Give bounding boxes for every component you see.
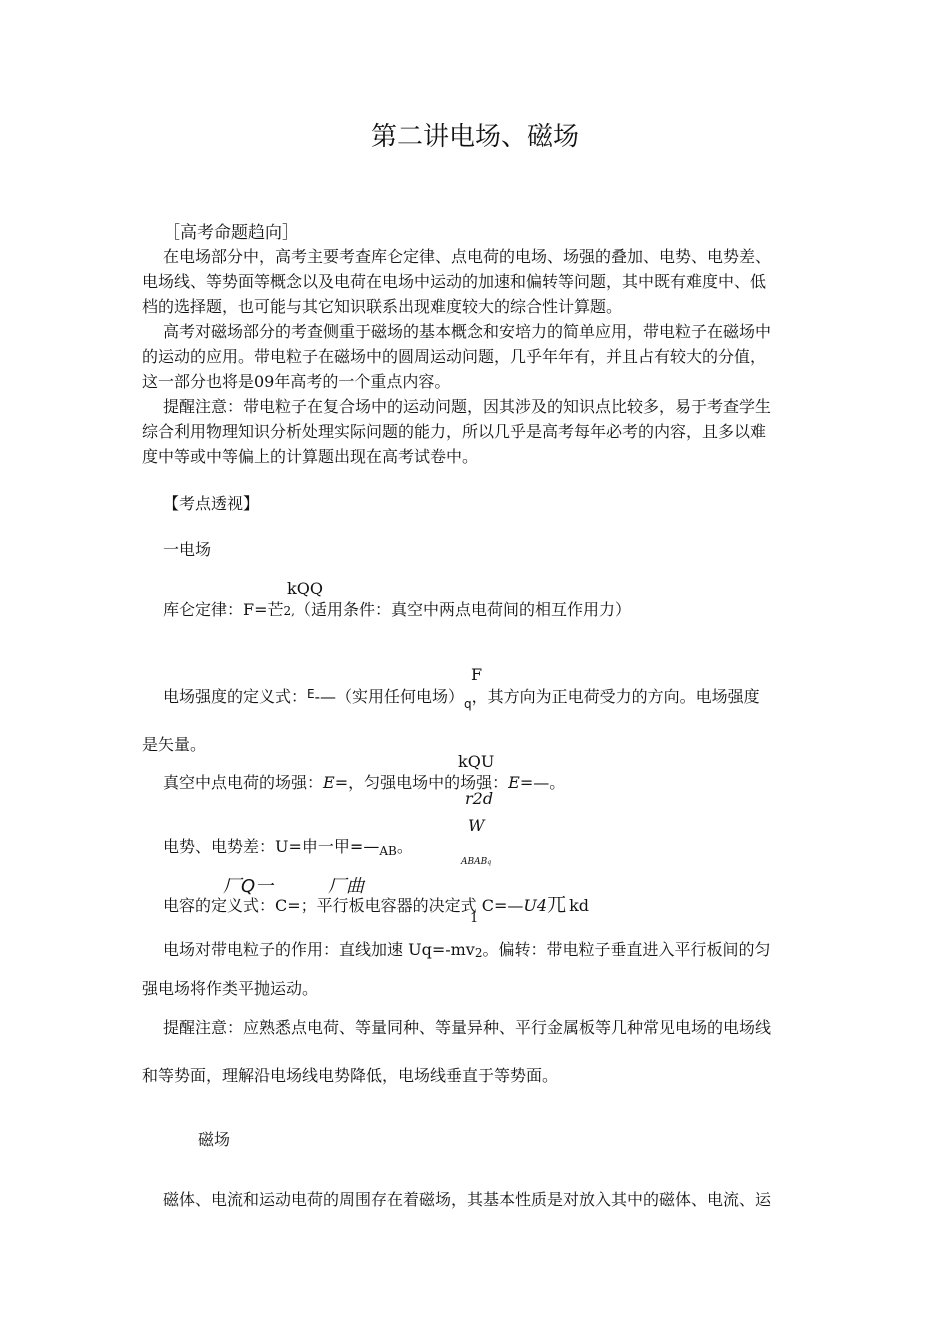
coulomb-law [163,602,631,618]
potential-sub-2-text: ABAB [461,857,488,867]
trend-line-6: 这一部分也将是09年高考的一个重点内容。 [142,372,451,391]
trend-line-1: 在电场部分中，高考主要考查库仑定律、点电荷的电场、场强的叠加、电势、电势差、 [163,247,772,266]
particle-action-line-2: 强电场将作类平抛运动。 [142,979,319,998]
potential-end: 。 [396,837,413,856]
trend-heading: ［高考命题趋向］ [163,223,299,243]
point-field-e2: E [508,773,520,792]
trend-line-3: 档的选择题，也可能与其它知识联系出现难度较大的综合性计算题。 [142,297,623,316]
capacitance [163,896,589,915]
particle-action-text: 电场对带电粒子的作用：直线加速 Uq=-mv [163,940,475,959]
point-field-denominator: r2d [465,789,494,808]
trend-line-5: 的运动的应用。带电粒子在磁场中的圆周运动问题，几乎年年有，并且占有较大的分值， [142,347,767,366]
coulomb-sub: 2, [283,604,295,618]
field-def-rest: ，其方向为正电荷受力的方向。电场强度 [471,687,760,706]
capacitance-scribble-1: 厂Q一 [223,876,274,897]
trend-line-4: 高考对磁场部分的考查侧重于磁场的基本概念和安培力的简单应用，带电粒子在磁场中 [163,322,772,341]
point-field-e1: E [323,773,335,792]
electric-field-subheading: 一电场 [163,540,212,559]
field-def-q: q [464,697,472,711]
page-title: 第二讲电场、磁场 [370,122,579,152]
potential-glyph: 申一甲=— [301,837,380,856]
capacitance-u4: U4 [523,896,548,915]
capacitance-pi: 兀 [547,894,567,916]
trend-line-2: 电场线、等势面等概念以及电荷在电场中运动的加速和偏转等问题，其中既有难度中、低 [142,272,767,291]
magnetic-line-1: 磁体、电流和运动电荷的周围存在着磁场，其基本性质是对放入其中的磁体、电流、运 [163,1190,772,1209]
potential-difference [163,839,413,857]
field-definition [163,688,760,710]
field-def-numerator: F [471,665,483,684]
point-charge-field [163,775,565,791]
point-field-numerator: kQU [458,752,495,771]
capacitance-text: 电容的定义式：C=；平行板电容器的决定式 C=— [163,896,524,915]
coulomb-condition: （适用条件：真空中两点电荷间的相互作用力） [294,600,631,619]
particle-action [163,942,771,959]
potential-w: W [468,816,485,835]
capacitance-scribble-2: 厂曲 [328,876,364,897]
points-heading: 【考点透视】 [163,494,260,513]
reminder-line-2: 和等势面，理解沿电场线电势降低，电场线垂直于等势面。 [142,1066,559,1085]
field-def-e: E [307,687,315,701]
capacitance-one: 1 [470,911,479,926]
field-def-dash: -—（实用任何电场） [314,687,465,706]
trend-line-8: 综合利用物理知识分析处理实际问题的能力，所以几乎是高考每年必考的内容，且多以难 [142,422,767,441]
particle-action-sub: 2 [474,946,483,960]
field-def-label: 电场强度的定义式： [163,687,308,706]
potential-sub-2 [461,858,491,867]
potential-sub-2-q: q [487,859,492,866]
point-field-text-1: 真空中点电荷的场强： [163,773,324,792]
trend-line-9: 度中等或中等偏上的计算题出现在高考试卷中。 [142,447,479,466]
capacitance-kd: kd [569,896,590,915]
point-field-text-2: =，匀强电场中的场强： [334,773,509,792]
coulomb-text: 库仑定律：F=芒 [163,600,284,619]
point-field-text-3: =—。 [519,773,566,792]
potential-text: 电势、电势差：U= [163,837,302,856]
coulomb-numerator: kQQ [287,579,323,598]
trend-line-7: 提醒注意：带电粒子在复合场中的运动问题，因其涉及的知识点比较多，易于考查学生 [163,397,772,416]
particle-action-text-b: 。偏转：带电粒子垂直进入平行板间的匀 [482,940,771,959]
potential-sub: AB [379,844,397,858]
reminder-line-1: 提醒注意：应熟悉点电荷、等量同种、等量异种、平行金属板等几种常见电场的电场线 [163,1018,772,1037]
field-def-continuation: 是矢量。 [142,735,207,754]
magnetic-field-subheading: 磁场 [198,1130,231,1149]
